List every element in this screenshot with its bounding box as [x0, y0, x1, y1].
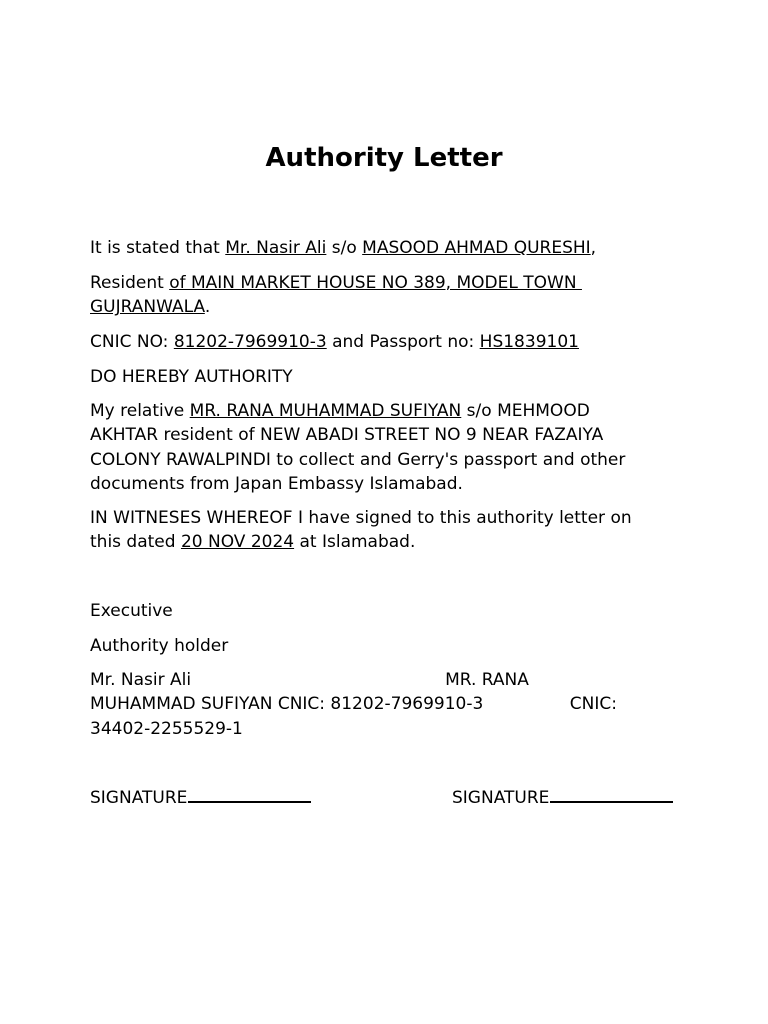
- witness-line2-prefix: this dated: [90, 532, 181, 553]
- relative-prefix: My relative: [90, 401, 190, 421]
- signature-left-label: SIGNATURE: [90, 788, 188, 808]
- passport-label: and Passport no:: [326, 332, 480, 352]
- signature-right: [452, 786, 712, 810]
- cnic-number: 81202-7969910-3: [173, 332, 327, 352]
- id-paragraph: [90, 330, 680, 354]
- relative-line4: documents from Japan Embassy Islamabad.: [90, 474, 463, 495]
- parties-block: [90, 668, 680, 741]
- residence-paragraph: [90, 271, 680, 320]
- residence-address-line2: GUJRANWALA: [90, 297, 205, 318]
- authority-holder-label: Authority holder: [90, 636, 229, 656]
- executive-label: Executive: [90, 601, 173, 621]
- witness-line1: IN WITNESES WHEREOF I have signed to this authority letter on: [90, 508, 632, 528]
- residence-prefix: Resident: [90, 273, 170, 293]
- relative-paragraph: [90, 399, 680, 497]
- father-name: MASOOD AHMAD QURESHI: [362, 238, 591, 258]
- statement-suffix: ,: [590, 238, 597, 258]
- letter-date: 20 NOV 2024: [180, 532, 295, 553]
- authority-declaration: DO HEREBY AUTHORITY: [90, 367, 293, 387]
- signature-left-line: [188, 801, 311, 803]
- residence-address-line1: of MAIN MARKET HOUSE NO 389, MODEL TOWN: [169, 273, 582, 293]
- so-text: s/o: [326, 238, 363, 258]
- statement-prefix: It is stated that: [90, 238, 226, 258]
- parties-line1: Mr. Nasir Ali MR. RANA: [90, 670, 529, 690]
- signature-right-label: SIGNATURE: [452, 788, 550, 808]
- cnic-label: CNIC NO:: [90, 332, 174, 352]
- passport-number: HS1839101: [479, 332, 579, 352]
- statement-paragraph: [90, 236, 680, 260]
- relative-line1-rest: s/o MEHMOOD: [461, 401, 590, 421]
- relative-line2: AKHTAR resident of NEW ABADI STREET NO 9 NEAR FAZAIYA: [90, 425, 604, 446]
- relative-line3: COLONY RAWALPINDI to collect and Gerry's passport and other: [90, 449, 626, 470]
- relative-name: MR. RANA MUHAMMAD SUFIYAN: [189, 401, 462, 421]
- residence-suffix: .: [204, 297, 211, 318]
- witness-line2-suffix: at Islamabad.: [294, 532, 416, 553]
- holder-name: Mr. Nasir Ali: [225, 238, 327, 258]
- parties-line2: MUHAMMAD SUFIYAN CNIC: 81202-7969910-3 CNIC:: [90, 694, 617, 715]
- signature-right-line: [550, 801, 673, 803]
- page-title: Authority Letter: [265, 143, 503, 173]
- witness-paragraph: [90, 506, 680, 555]
- parties-line3: 34402-2255529-1: [90, 718, 243, 739]
